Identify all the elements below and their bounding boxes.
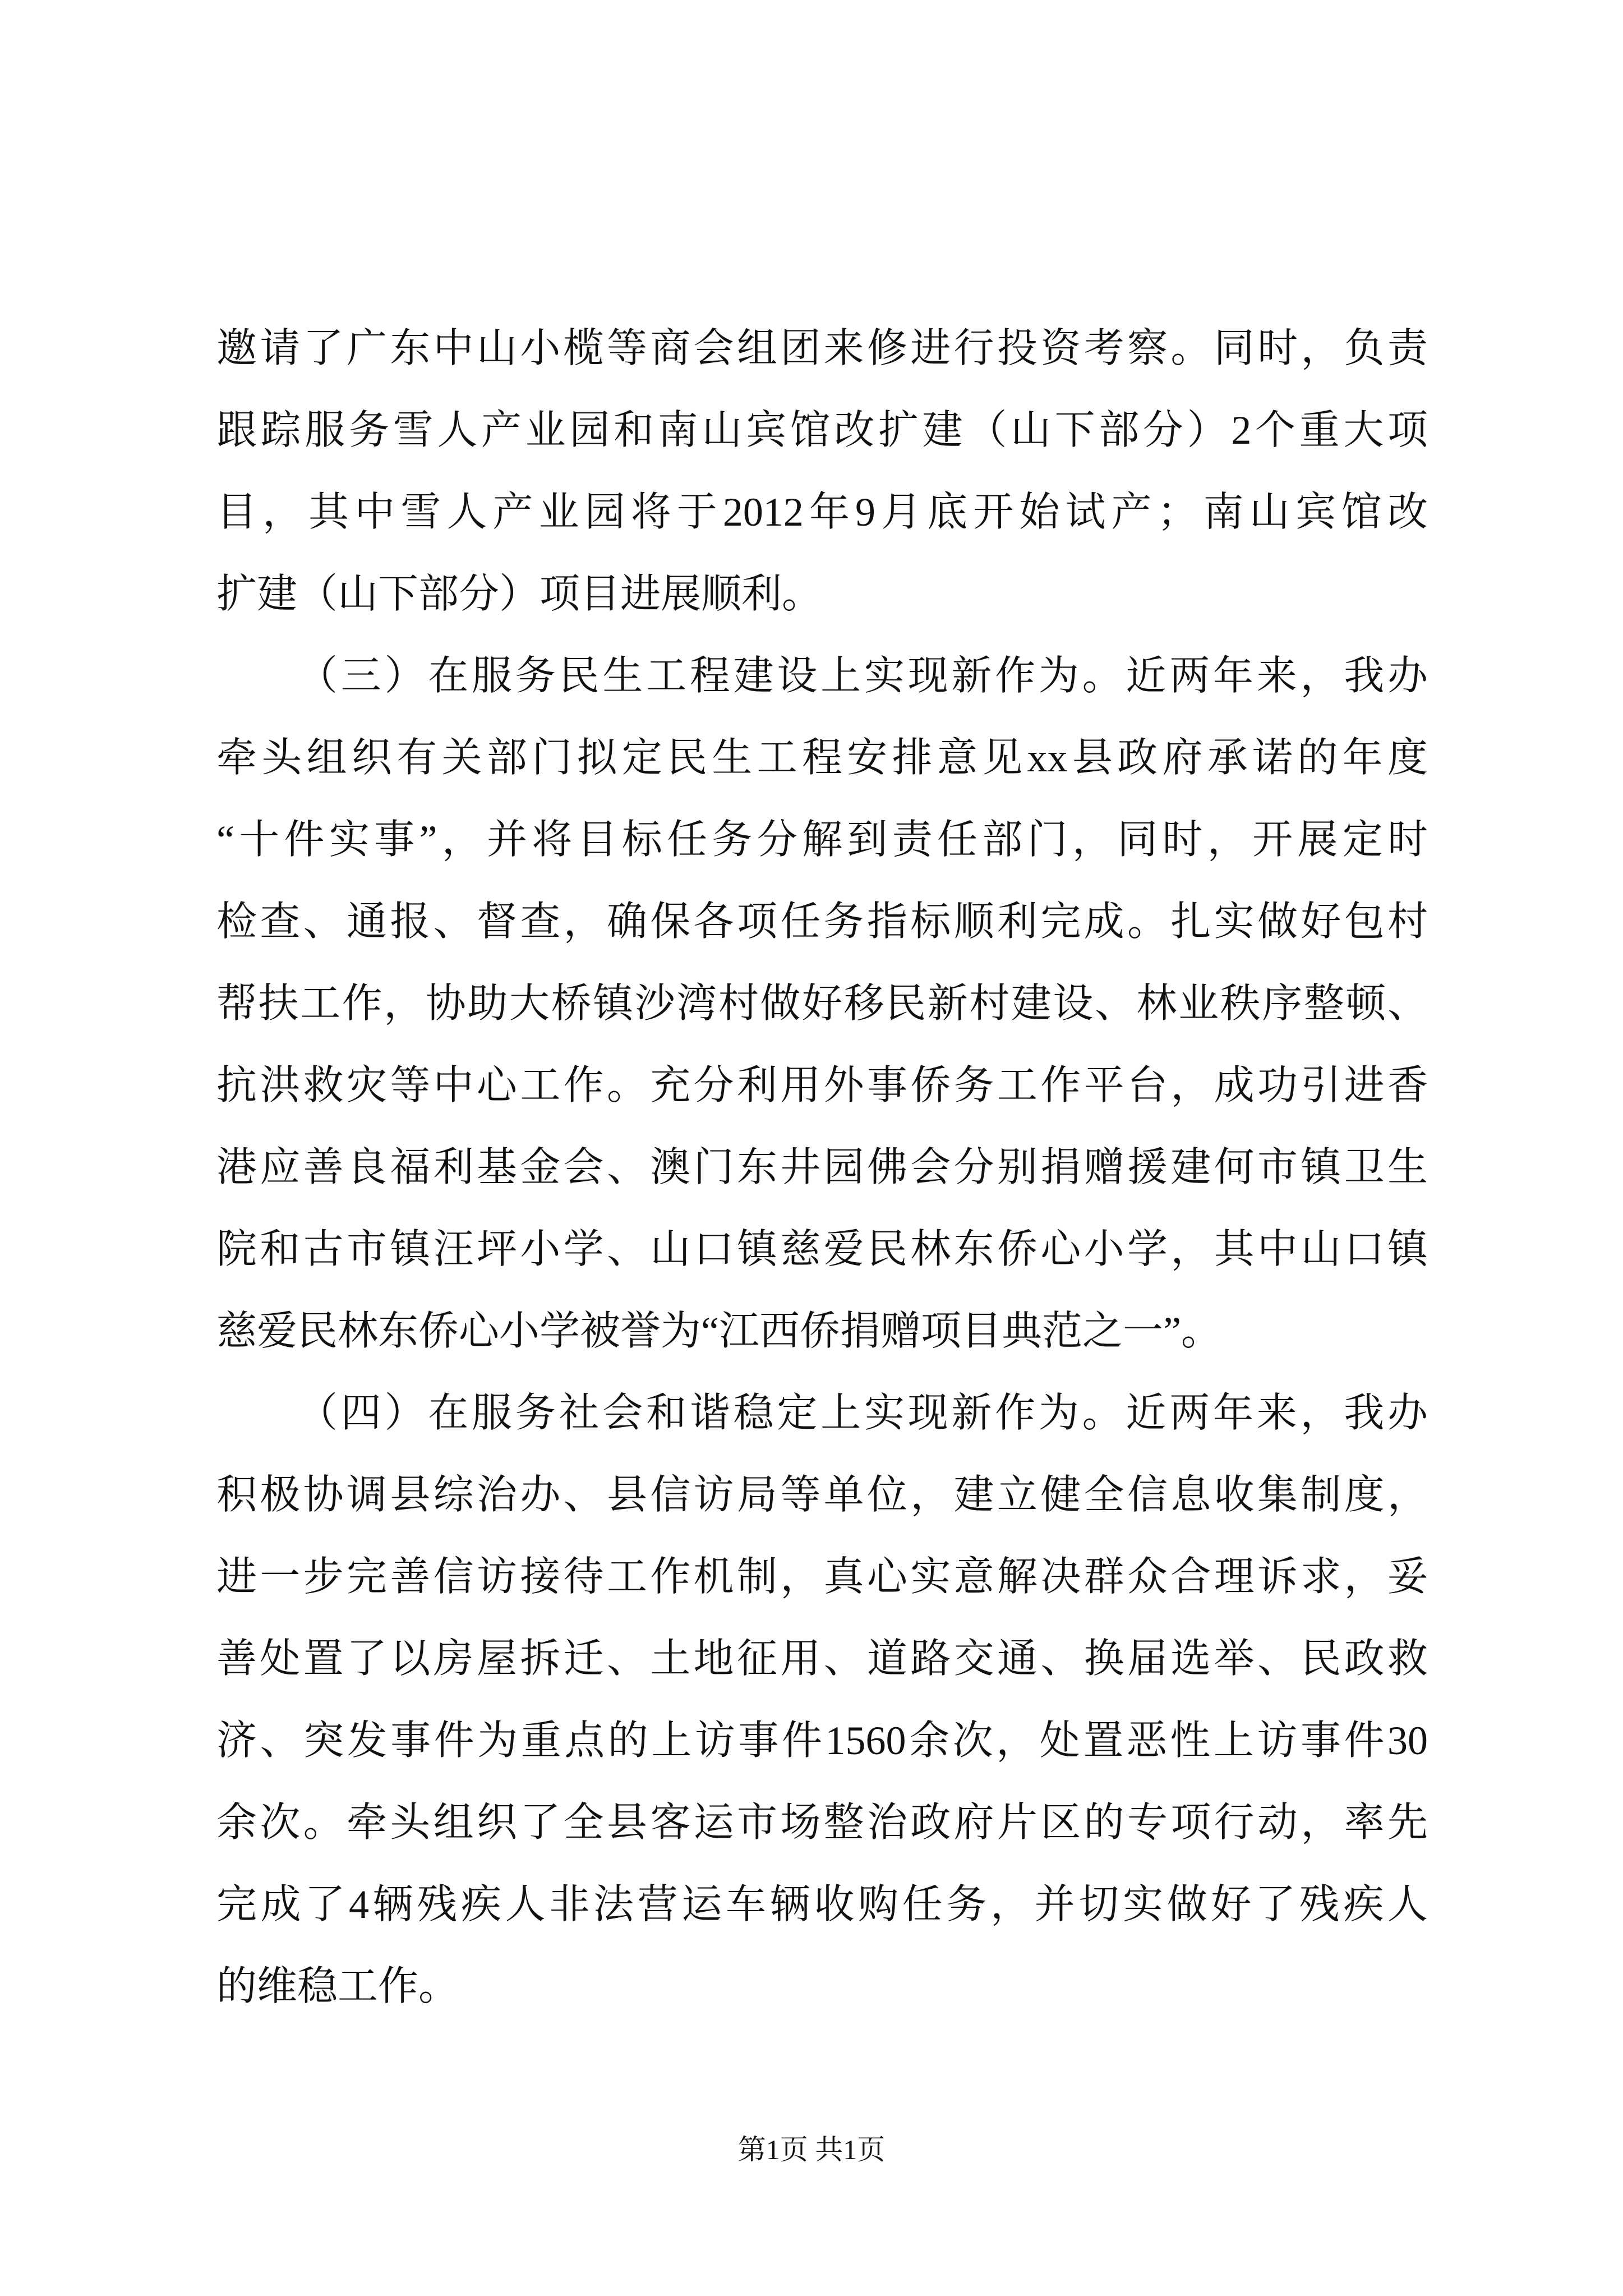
text-line: 院和古市镇汪坪小学、山口镇慈爱民林东侨心小学，其中山口镇	[216, 1227, 1428, 1272]
paragraph	[216, 307, 1428, 635]
text-line: 抗洪救灾等中心工作。充分利用外事侨务工作平台，成功引进香	[216, 1063, 1428, 1108]
text-line: 慈爱民林东侨心小学被誉为“江西侨捐赠项目典范之一”。	[216, 1309, 1221, 1354]
text-line: 港应善良福利基金会、澳门东井园佛会分别捐赠援建何市镇卫生	[216, 1145, 1428, 1190]
text-line: （三）在服务民生工程建设上实现新作为。近两年来，我办	[297, 654, 1428, 698]
text-line: 善处置了以房屋拆迁、土地征用、道路交通、换届选举、民政救	[216, 1636, 1428, 1681]
text-line: 帮扶工作，协助大桥镇沙湾村做好移民新村建设、林业秩序整顿、	[216, 981, 1428, 1026]
text-line: 余次。牵头组织了全县客运市场整治政府片区的专项行动，率先	[216, 1800, 1428, 1845]
text-line: （四）在服务社会和谐稳定上实现新作为。近两年来，我办	[297, 1391, 1428, 1435]
text-line: 跟踪服务雪人产业园和南山宾馆改扩建（山下部分）2个重大项	[216, 408, 1428, 453]
text-line: 牵头组织有关部门拟定民生工程安排意见xx县政府承诺的年度	[216, 735, 1428, 780]
text-line: 目，其中雪人产业园将于2012年9月底开始试产；南山宾馆改	[216, 490, 1428, 535]
text-line: 进一步完善信访接待工作机制，真心实意解决群众合理诉求，妥	[216, 1554, 1428, 1599]
text-line: 济、突发事件为重点的上访事件1560余次，处置恶性上访事件30	[216, 1718, 1428, 1763]
text-line: 扩建（山下部分）项目进展顺利。	[216, 572, 823, 616]
document-body	[216, 307, 1428, 2027]
paragraph	[216, 1372, 1428, 2027]
text-line: 的维稳工作。	[216, 1964, 459, 2009]
page-number-footer: 第1页 共1页	[737, 2134, 886, 2165]
text-line: 完成了4辆残疾人非法营运车辆收购任务，并切实做好了残疾人	[216, 1882, 1428, 1927]
text-line: 积极协调县综治办、县信访局等单位，建立健全信息收集制度，	[216, 1473, 1428, 1517]
paragraph	[216, 635, 1428, 1372]
text-line: 检查、通报、督查，确保各项任务指标顺利完成。扎实做好包村	[216, 899, 1428, 944]
text-line: “十件实事”，并将目标任务分解到责任部门，同时，开展定时	[216, 817, 1428, 862]
text-line: 邀请了广东中山小榄等商会组团来修进行投资考察。同时，负责	[216, 326, 1428, 371]
